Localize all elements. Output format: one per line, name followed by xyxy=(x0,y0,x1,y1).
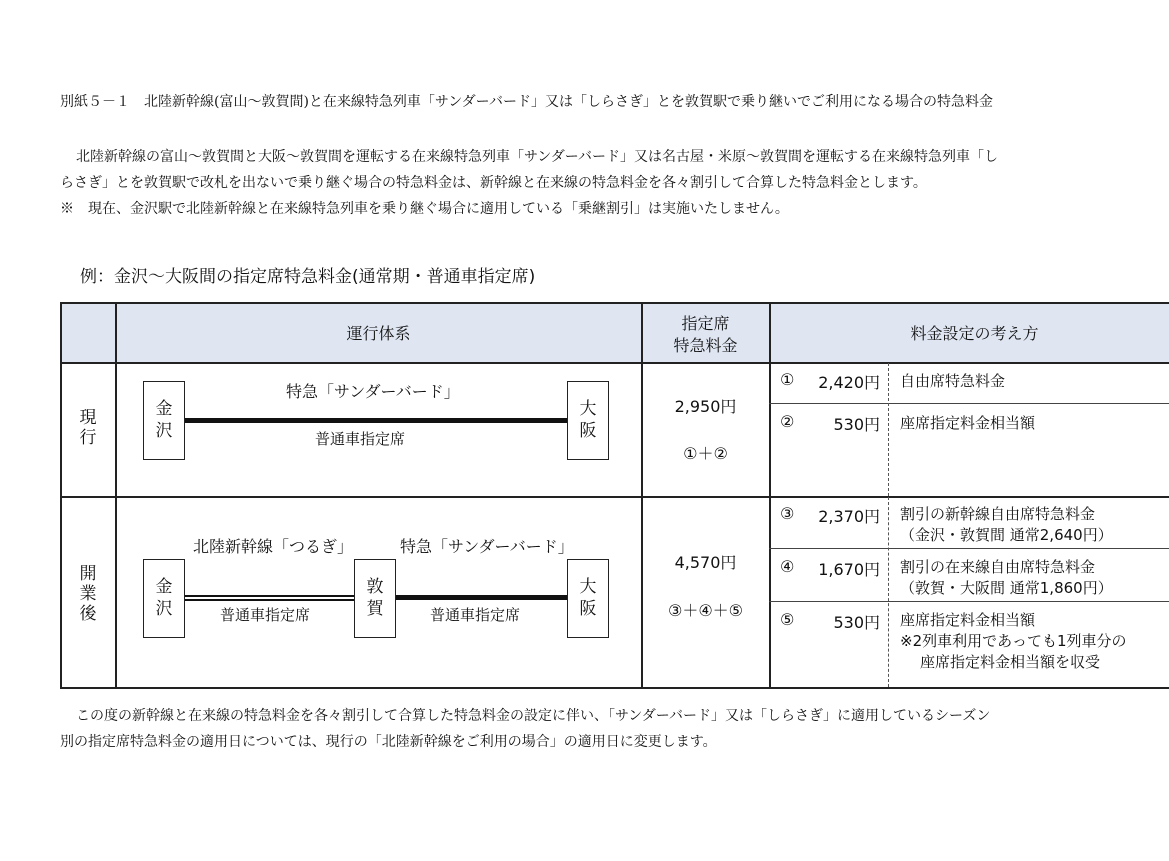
intro-line-2: らさぎ」とを敦賀駅で改札を出ないで乗り継ぐ場合の特急料金は、新幹線と在来線の特急料金を各々割引して合算した特急料金とします。 xyxy=(60,175,927,191)
item-desc-4: 割引の在来線自由席特急料金 xyxy=(900,558,1096,576)
seat-class-current: 普通車指定席 xyxy=(315,430,406,448)
station-kanazawa: 金沢 xyxy=(143,381,185,460)
item-sub2-5: 座席指定料金相当額を収受 xyxy=(920,653,1101,671)
station-osaka: 大阪 xyxy=(567,381,609,460)
closing-line-1: この度の新幹線と在来線の特急料金を各々割引して合算した特急料金の設定に伴い、「サンダーバード」又は「しらさぎ」に適用しているシーズン xyxy=(76,708,991,724)
item-desc-1: 自由席特急料金 xyxy=(900,372,1006,390)
header-fare-line2: 特急料金 xyxy=(673,336,738,355)
station-tsuruga: 敦賀 xyxy=(354,559,396,638)
seat-class-thunderbird: 普通車指定席 xyxy=(430,606,521,624)
seat-class-shinkansen: 普通車指定席 xyxy=(220,606,311,624)
item-sub-3: （金沢・敦賀間 通常2,640円） xyxy=(900,526,1113,544)
fare-table xyxy=(60,302,1169,688)
train-name-shinkansen: 北陸新幹線「つるぎ」 xyxy=(193,537,354,556)
item-desc-2: 座席指定料金相当額 xyxy=(900,414,1036,432)
item-amount-1: 2,420円 xyxy=(818,373,880,392)
item-num-2: ② xyxy=(780,412,795,431)
item-desc-3: 割引の新幹線自由席特急料金 xyxy=(900,505,1096,523)
item-num-4: ④ xyxy=(780,557,795,576)
total-fare-after: 4,570円 xyxy=(674,553,737,572)
station-kanazawa-after: 金沢 xyxy=(143,559,185,638)
intro-note: ※ 現在、金沢駅で北陸新幹線と在来線特急列車を乗り継ぐ場合に適用している「乗継割引」は実施いたしません。 xyxy=(60,201,789,217)
route-line-current xyxy=(185,418,568,423)
header-basis: 料金設定の考え方 xyxy=(910,324,1039,343)
item-num-1: ① xyxy=(780,370,795,389)
train-name-thunderbird: 特急「サンダーバード」 xyxy=(400,537,574,556)
item-amount-5: 530円 xyxy=(833,613,880,632)
route-line-shinkansen xyxy=(185,595,354,597)
header-fare-line1: 指定席 xyxy=(681,314,730,333)
item-amount-3: 2,370円 xyxy=(818,507,880,526)
item-desc-5: 座席指定料金相当額 xyxy=(900,611,1036,629)
row-label-current: 現行 xyxy=(79,408,97,448)
train-name-current: 特急「サンダーバード」 xyxy=(286,382,460,401)
formula-after: ③＋④＋⑤ xyxy=(667,601,744,620)
formula-current: ①＋② xyxy=(683,444,728,463)
item-sub-4: （敦賀・大阪間 通常1,860円） xyxy=(900,579,1113,597)
station-osaka-after: 大阪 xyxy=(567,559,609,638)
item-amount-4: 1,670円 xyxy=(818,560,880,579)
header-route: 運行体系 xyxy=(346,324,411,343)
example-title: 例：金沢～大阪間の指定席特急料金(通常期・普通車指定席) xyxy=(80,267,536,287)
document-heading: 別紙５－１ 北陸新幹線(富山～敦賀間)と在来線特急列車「サンダーバード」又は「しらさぎ」とを敦賀駅で乗り継いでご利用になる場合の特急料金 xyxy=(60,94,993,110)
total-fare-current: 2,950円 xyxy=(674,397,737,416)
row-label-after: 開業後 xyxy=(79,564,97,624)
item-num-3: ③ xyxy=(780,504,795,523)
intro-line-1: 北陸新幹線の富山～敦賀間と大阪～敦賀間を運転する在来線特急列車「サンダーバード」又は名古屋・米原～敦賀間を運転する在来線特急列車「し xyxy=(76,149,999,165)
item-num-5: ⑤ xyxy=(780,610,795,629)
item-amount-2: 530円 xyxy=(833,415,880,434)
route-line-thunderbird xyxy=(396,595,568,600)
item-sub-5: ※2列車利用であっても1列車分の xyxy=(900,632,1127,650)
closing-line-2: 別の指定席特急料金の適用日については、現行の「北陸新幹線をご利用の場合」の適用日に変更します。 xyxy=(60,734,717,750)
